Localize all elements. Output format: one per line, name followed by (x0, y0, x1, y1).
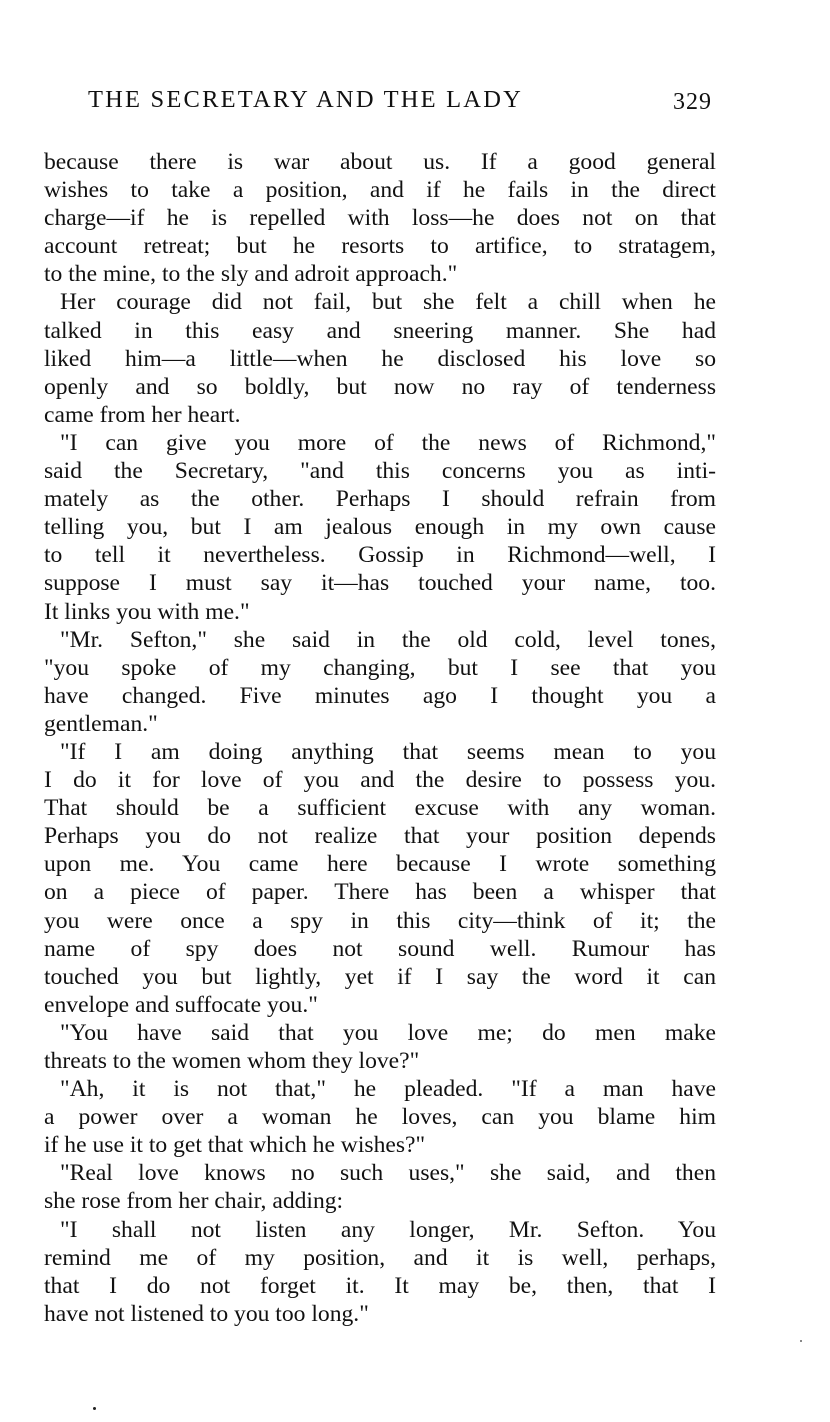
text-line: on a piece of paper. There has been a whisper that (44, 879, 716, 906)
text-line: "Real love knows no such uses," she said, and then (60, 1160, 716, 1187)
text-line: envelope and suffocate you." (44, 991, 318, 1018)
text-line: mately as the other. Perhaps I should refrain from (44, 486, 716, 513)
text-line: I do it for love of you and the desire to possess you. (44, 767, 716, 794)
body-text (44, 148, 716, 1328)
text-line: It links you with me." (44, 598, 250, 625)
text-line: because there is war about us. If a good general (44, 149, 716, 175)
text-line: suppose I must say it—has touched your name, too. (44, 570, 716, 597)
text-line: have not listened to you too long." (44, 1300, 369, 1327)
text-line: talked in this easy and sneering manner. She had (44, 317, 716, 344)
text-line: "If I am doing anything that seems mean to you (60, 738, 716, 765)
text-line: to tell it nevertheless. Gossip in Richmond—well, I (44, 542, 716, 569)
text-line: Her courage did not fail, but she felt a chill when he (60, 289, 716, 316)
text-line: "Mr. Sefton," she said in the old cold, level tones, (60, 626, 716, 653)
text-line: account retreat; but he resorts to artifice, to stratagem, (44, 233, 716, 260)
chapter-title: THE SECRETARY AND THE LADY (88, 86, 523, 113)
text-line: "I shall not listen any longer, Mr. Sefton. You (60, 1216, 716, 1243)
text-line: That should be a sufficient excuse with any woman. (44, 795, 716, 822)
text-line: that I do not forget it. It may be, then, that I (44, 1272, 716, 1299)
text-line: if he use it to get that which he wishes?" (44, 1132, 426, 1159)
text-line: "I can give you more of the news of Richmond," (60, 429, 716, 456)
page-number: 329 (673, 89, 712, 115)
text-line: said the Secretary, "and this concerns you as inti- (44, 458, 716, 485)
text-line: a power over a woman he loves, can you blame him (44, 1104, 716, 1131)
running-header (88, 84, 718, 116)
text-line: to the mine, to the sly and adroit approach." (44, 261, 458, 288)
text-line: Perhaps you do not realize that your position depends (44, 823, 716, 850)
text-line: threats to the women whom they love?" (44, 1048, 420, 1074)
text-line: came from her heart. (44, 401, 241, 428)
text-line: remind me of my position, and it is well, perhaps, (44, 1244, 716, 1271)
text-line: "you spoke of my changing, but I see that you (44, 654, 716, 681)
print-speck (800, 1340, 802, 1342)
text-line: "You have said that you love me; do men make (60, 1019, 716, 1046)
text-line: openly and so boldly, but now no ray of tenderness (44, 373, 716, 400)
text-line: gentleman." (44, 710, 158, 737)
text-line: you were once a spy in this city—think of it; the (44, 907, 716, 934)
text-line: liked him—a little—when he disclosed his love so (44, 345, 716, 372)
text-line: name of spy does not sound well. Rumour has (44, 935, 716, 962)
text-line: upon me. You came here because I wrote something (44, 851, 716, 878)
text-line: touched you but lightly, yet if I say the word it can (44, 963, 716, 990)
text-line: wishes to take a position, and if he fails in the direct (44, 177, 716, 204)
text-line: charge—if he is repelled with loss—he does not on that (44, 205, 716, 232)
text-line: telling you, but I am jealous enough in my own cause (44, 514, 716, 541)
text-line: "Ah, it is not that," he pleaded. "If a man have (60, 1076, 716, 1103)
text-line: have changed. Five minutes ago I thought you a (44, 682, 716, 709)
print-mark (93, 1407, 96, 1410)
text-line: she rose from her chair, adding: (44, 1188, 344, 1215)
